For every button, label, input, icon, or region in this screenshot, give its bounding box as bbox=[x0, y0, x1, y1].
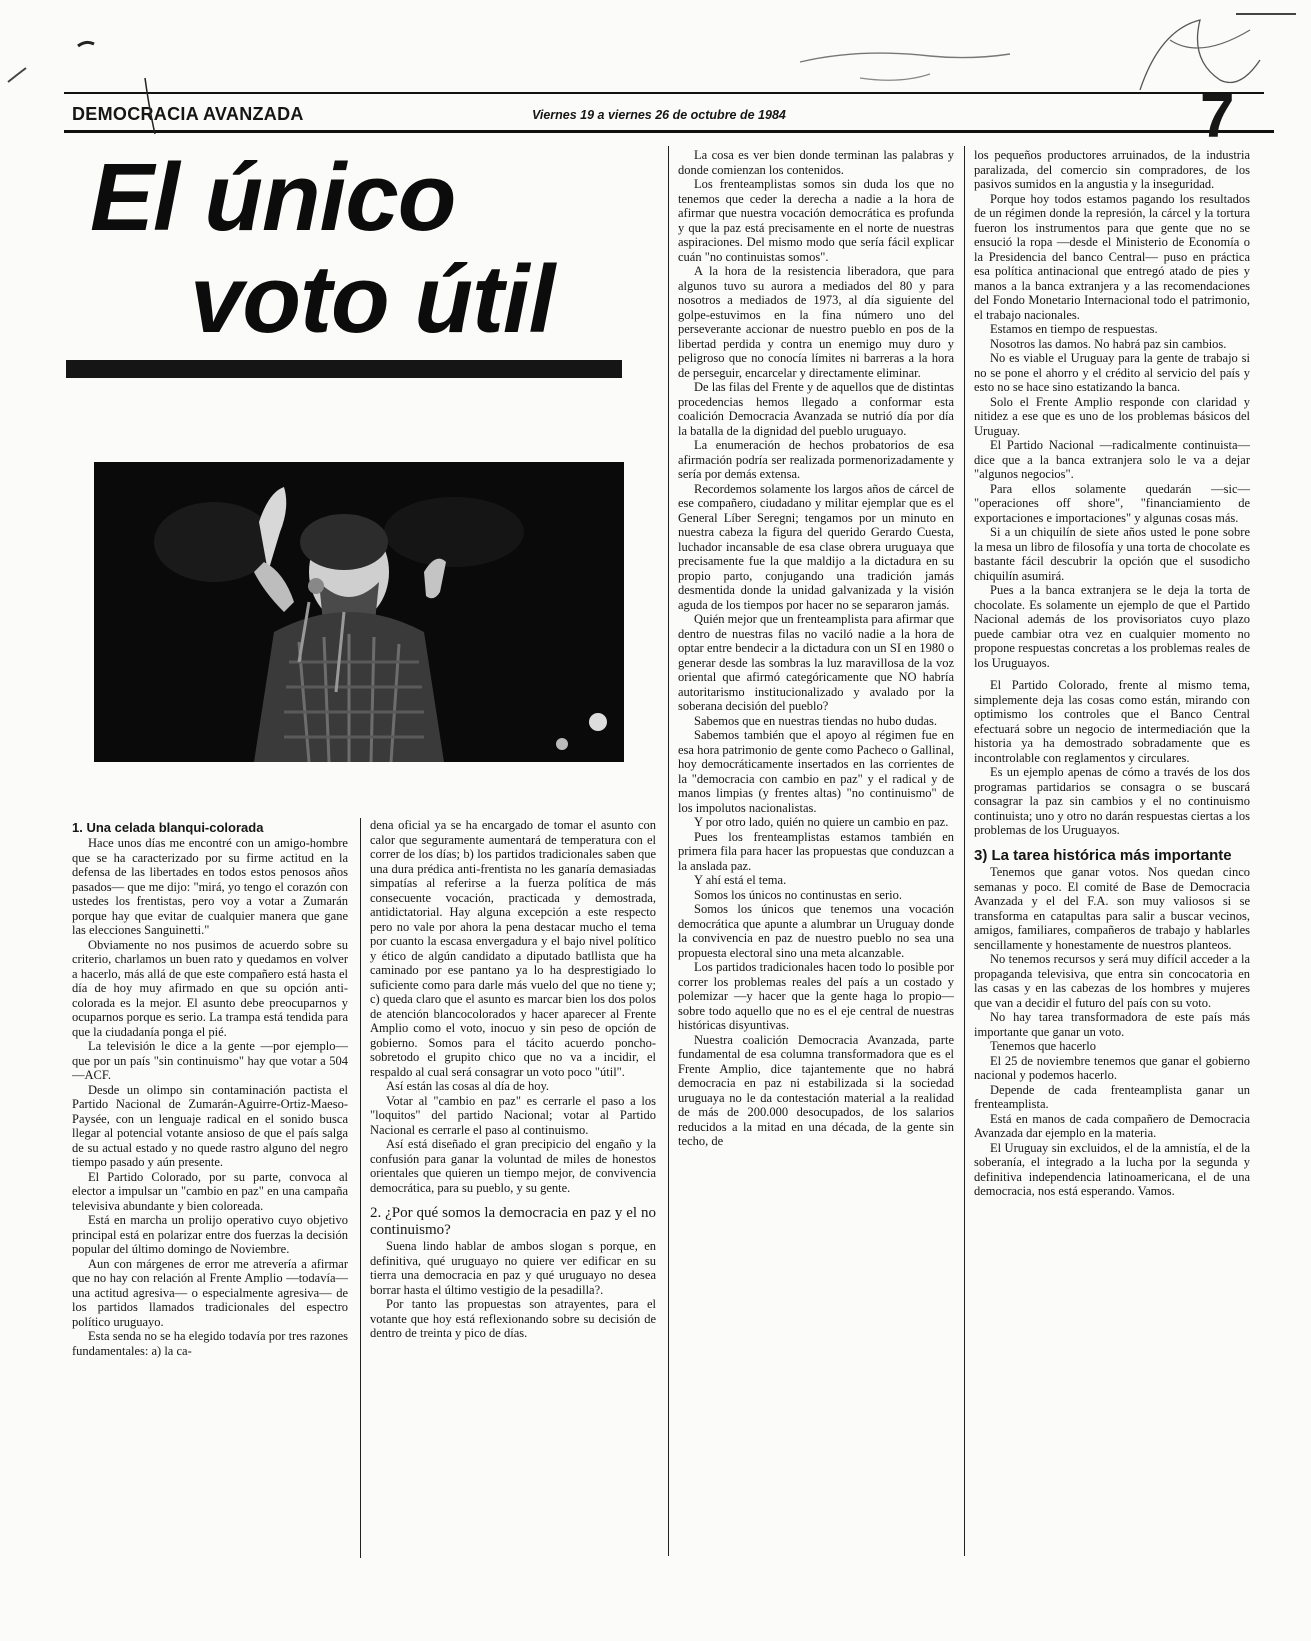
paragraph: Por tanto las propuestas son atrayentes, para el votante que hoy está reflexionando sobre su decisión de dentro de treinta y pico de días. bbox=[370, 1297, 656, 1340]
paragraph: Porque hoy todos estamos pagando los resultados de un régimen donde la represión, la cárcel y la tortura fueron los instrumentos para que gente que no se ensució la ropa —desde el Ministerio de Economía o la Presidencia del banco Central— puso en práctica esa política antinacional que entregó atado de pies y manos a la banca extranjera y a las recomendaciones del Fondo Monetario Internacional todo el patrimonio, el trabajo nacionales. bbox=[974, 191, 1250, 322]
paragraph: Está en manos de cada compañero de Democracia Avanzada dar ejemplo en la materia. bbox=[974, 1111, 1250, 1140]
paragraph: La televisión le dice a la gente —por ejemplo— que por un país "sin continuismo" hay que votar a 504—ACF. bbox=[72, 1039, 348, 1082]
headline-bar bbox=[66, 360, 622, 378]
paragraph: Obviamente no nos pusimos de acuerdo sobre su criterio, charlamos un buen rato y quedamos en volver a hacerlo, más allá de que este compañero está hasta el día de hoy muy afirmado en que su opción anti-colorada es la mejor. El asunto debe preocuparnos y ocuparnos porque es serio. La trampa está tendida para que la ciudadanía ponga el pié. bbox=[72, 937, 348, 1039]
paragraph: Depende de cada frenteamplista ganar un frenteamplista. bbox=[974, 1082, 1250, 1111]
section-3-heading: 3) La tarea histórica más importante bbox=[974, 846, 1232, 864]
paragraph: El Partido Colorado, por su parte, convoca al elector a impulsar un "cambio en paz" en una campaña televisiva abundante y bien coloreada. bbox=[72, 1169, 348, 1213]
paragraph: Desde un olimpo sin contaminación pactista el Partido Nacional de Zumarán-Aguirre-Ortiz-Maeso-Paysée, con un lenguaje radical en el sonido busca llegar al potencial votante ansioso de que el país salga de su actual estado y no quede rastro alguno del negro tiempo pasado y aún presente. bbox=[72, 1082, 348, 1169]
paragraph: No es viable el Uruguay para la gente de trabajo si no se pone el ahorro y el crédito al servicio del país y esto no se hace sino estatizando la banca. bbox=[974, 351, 1250, 394]
paragraph: La enumeración de hechos probatorios de esa afirmación podría ser realizada pormenorizadamente y sería por demás extensa. bbox=[678, 438, 954, 481]
handwritten-scribble bbox=[0, 0, 1311, 140]
paragraph: Pues los frenteamplistas estamos también en primera fila para hacer las propuestas que conduzcan a la anslada paz. bbox=[678, 829, 954, 873]
speaker-at-microphone-illustration bbox=[94, 462, 624, 762]
paragraph: Solo el Frente Amplio responde con claridad y nitidez a ese que es uno de los problemas básicos del Uruguay. bbox=[974, 394, 1250, 438]
paragraph: dena oficial ya se ha encargado de tomar el asunto con calor que seguramente aumentará de temperatura con el correr de los días; b) los partidos tradicionales saben que una dura prédica anti-frentista no les ganaría demasiadas simpatías al referirse a la fuerza política de más consecuente vocación, practicada y demostrada, antidictatorial. Hay alguna excepción a este respecto pero no vale por ahora la pena destacar mucho el tema por cuanto la escasa envergadura y el bajo nivel político y ético de algún candidato a diputado batllista que ha caminado por ese pantano ya lo ha desprestigiado lo suficiente como para darle más vuelo del que no tiene y; c) queda claro que el asunto es marcar bien los dos polos de atención blancocolorados y hacer aparecer al Frente Amplio como el voto, inocuo y sin peso de opción de gobierno. Somos para el tácito acuerdo poncho-sobretodo el grupito chico que no va a incidir, el respaldo al cual será consagrar un voto poco "útil". bbox=[370, 818, 656, 1079]
paragraph: Los partidos tradicionales hacen todo lo posible por correr los problemas reales del país a un costado y polemizar —y hacer que la gente haga lo propio— sobre todo aquello que no es el eje central de nuestras históricas disyuntivas. bbox=[678, 960, 954, 1032]
paragraph: Tenemos que hacerlo bbox=[990, 1039, 1097, 1053]
column-3 bbox=[678, 148, 954, 1558]
paragraph: Somos los únicos que tenemos una vocación democrática que apunte a alumbrar un Uruguay donde la convivencia en paz de nuestro pueblo no sea una propuesta electoral sino una meta alcanzable. bbox=[678, 902, 954, 960]
column-rule bbox=[360, 818, 361, 1558]
section-2-heading: 2. ¿Por qué somos la democracia en paz y el no continuismo? bbox=[370, 1205, 656, 1238]
spacer bbox=[974, 838, 1250, 846]
section-1-heading: 1. Una celada blanqui-colorada bbox=[72, 820, 264, 835]
paragraph: No hay tarea transformadora de este país más importante que ganar un voto. bbox=[974, 1010, 1250, 1039]
speaker-photo bbox=[94, 462, 624, 762]
page-number: 7 bbox=[1200, 82, 1235, 151]
paragraph: Quién mejor que un frenteamplista para afirmar que dentro de nuestras filas no vaciló nadie a la hora de optar entre bendecir a la dictadura con un SI en 1980 o generar desde las sombras la luz maravillosa de la voz oriental que afirmó categóricamente que NO habría autoritarismo institucionalizado y avalado por la soberana decisión del pueblo? bbox=[678, 612, 954, 713]
paragraph: Y por otro lado, quién no quiere un cambio en paz. bbox=[694, 815, 949, 829]
column-rule bbox=[964, 146, 965, 1556]
paragraph: Está en marcha un prolijo operativo cuyo objetivo principal está en polarizar entre dos fuerzas la decisión popular del último domingo de Noviembre. bbox=[72, 1213, 348, 1256]
paragraph: Aun con márgenes de error me atrevería a afirmar que no hay con relación al Frente Amplio —todavía— una actitud agresiva— o especialmente agresiva— de los partidos llamados tradicionales del espectro político uruguayo. bbox=[72, 1256, 348, 1329]
paragraph: Y ahí está el tema. bbox=[694, 873, 787, 887]
headline-line-2: voto útil bbox=[190, 246, 555, 353]
paragraph: Así están las cosas al día de hoy. bbox=[386, 1079, 550, 1093]
paragraph: Votar al "cambio en paz" es cerrarle el paso a los "loquitos" del partido Nacional; votar al Partido Nacional es cerrarle el paso al continuismo. bbox=[370, 1093, 656, 1137]
paragraph: Hace unos días me encontré con un amigo-hombre que se ha caracterizado por su firme actitud en la defensa de las libertades en todos estos penosos años pasados— que me dijo: "mirá, yo tengo el corazón con ustedes los frentistas, pero voy a votar a Zumarán porque hay que evitar de cualquier manera que gane las elecciones Sanguinetti." bbox=[72, 836, 348, 937]
paragraph: Suena lindo hablar de ambos slogan s porque, en definitiva, qué uruguayo no quiere ver edificar en su tierra una democracia en paz y qué uruguayo no desea borrar hasta el último vestigio de la pesadilla?. bbox=[370, 1239, 656, 1297]
paragraph: Esta senda no se ha elegido todavía por tres razones fundamentales: a) la ca- bbox=[72, 1329, 348, 1358]
spacer bbox=[974, 670, 1250, 678]
paragraph: Recordemos solamente los largos años de cárcel de ese compañero, ciudadano y militar ejemplar que es el General Líber Seregni; tengamos por un minuto en nuestra cabeza la figura del querido Gerardo Cuesta, luchador incansable de esa clase obrera uruguaya que precisamente fue la que maldijo a la dictadura en su propio parto, conjugando una tradición jamás desmentida donde la unidad galvanizada y la visión aguda de los tiempos por hacer no se separaron jamás. bbox=[678, 481, 954, 612]
column-2 bbox=[370, 818, 656, 1558]
paragraph: Nosotros las damos. No habrá paz sin cambios. bbox=[990, 336, 1227, 351]
paragraph: Somos los únicos no continustas en serio. bbox=[694, 887, 902, 902]
paragraph: Nuestra coalición Democracia Avanzada, parte fundamental de esa columna transformadora que es el Frente Amplio, dice tajantemente que no habrá democracia en paz ni estabilizada si la sociedad uruguaya no le da contestación material a la realidad de más de 200.000 desocupados, de los salarios reducidos a la mitad en una década, de la gente sin techo, de bbox=[678, 1032, 954, 1148]
paragraph: Si a un chiquilín de siete años usted le pone sobre la mesa un libro de filosofía y una torta de chocolate es bastante fácil descubrir la opción que el susodicho chiquilín asumirá. bbox=[974, 525, 1250, 583]
paragraph: Es un ejemplo apenas de cómo a través de los dos programas partidarios se consagra o se buscará consagrar la paz sin cambios y el no continuismo continuista; uno y otro no darán respuestas ciertas a los problemas de los Uruguayos. bbox=[974, 765, 1250, 837]
paragraph: El Uruguay sin excluidos, el de la amnistía, el de la soberanía, el integrado a la lucha por la segunda y definitiva independencia latinoamericana, el de una democracia, nos está esperando. Vamos. bbox=[974, 1140, 1250, 1198]
paragraph: Sabemos también que el apoyo al régimen fue en esa hora patrimonio de gente como Pacheco o Gallinal, hoy democráticamente insertados en las corrientes de la "democracia con cambio en paz" y el radical y de manos limpias (y frentes altas) "no continuismo" de los impolutos nacionalistas. bbox=[678, 728, 954, 815]
paragraph: De las filas del Frente y de aquellos que de distintas procedencias hemos llegado a conformar esta coalición Democracia Avanzada se nutrió día por día la batalla de la dignidad del pueblo uruguayo. bbox=[678, 380, 954, 438]
masthead-title: DEMOCRACIA AVANZADA bbox=[72, 104, 304, 124]
column-4 bbox=[974, 148, 1250, 1558]
masthead-date: Viernes 19 a viernes 26 de octubre de 1984 bbox=[532, 108, 786, 122]
paragraph: Tenemos que ganar votos. Nos quedan cinco semanas y poco. El comité de Base de Democracia Avanzada y el del F.A. son muy valiosos si se transforma en catapultas para salir a buscar vecinos, amigos, familiares, compañeros de trabajo y hablarles sencillamente y honestamente de nuestros planteos. bbox=[974, 865, 1250, 952]
headline-line-1: El único bbox=[90, 144, 456, 251]
paragraph: El Partido Nacional —radicalmente continuista— dice que a la banca extranjera solo le va a dejar "algunos negocios". bbox=[974, 438, 1250, 481]
paragraph: Sabemos que en nuestras tiendas no hubo dudas. bbox=[694, 713, 938, 728]
column-1 bbox=[72, 818, 348, 1558]
paragraph: A la hora de la resistencia liberadora, que para algunos tuvo su aurora a mediados del 80 y para nosotros a mediados de 1973, al día siguiente del golpe-estuvimos en la fina número uno del perseverante accionar de nuestro pueblo en pos de la libertad perdida y contra un enemigo muy duro y peligroso que no conocía límites ni barreras a la hora de perseguir, encarcelar y directamente eliminar. bbox=[678, 264, 954, 380]
spacer bbox=[370, 1195, 656, 1203]
paragraph: El Partido Colorado, frente al mismo tema, simplemente deja las cosas como están, mirando con optimismo los controles que el Banco Central efectuará sobre un negocio de intermediación que la historia ya ha demostrado sobradamente que es incontrolable con reglamentos y circulares. bbox=[974, 678, 1250, 765]
paragraph: Para ellos solamente quedarán —sic— "operaciones off shore", "financiamiento de exportaciones e importaciones" y algunas cosas más. bbox=[974, 481, 1250, 525]
paragraph: Los frenteamplistas somos sin duda los que no tenemos que ceder la derecha a nadie a la hora de afirmar que nuestra vocación democrática es profunda y que la paz está precisamente en el norte de nuestras aspiraciones. Del mismo modo que sería fácil explicar cuán "no continuistas somos". bbox=[678, 177, 954, 264]
column-rule bbox=[668, 146, 669, 1556]
paragraph: No tenemos recursos y será muy difícil acceder a la propaganda televisiva, que entra sin concocatoria en las casas y en las cabezas de los hombres y mujeres que van a decidir el futuro del país con su voto. bbox=[974, 952, 1250, 1010]
paragraph: El 25 de noviembre tenemos que ganar el gobierno nacional y podemos hacerlo. bbox=[974, 1053, 1250, 1082]
paragraph: los pequeños productores arruinados, de la industria paralizada, del comercio sin compradores, de los pasivos sumidos en la angustia y la inseguridad. bbox=[974, 148, 1250, 191]
paragraph: La cosa es ver bien donde terminan las palabras y donde comienzan los contenidos. bbox=[678, 148, 954, 177]
paragraph: Pues a la banca extranjera se le deja la torta de chocolate. Es solamente un ejemplo de que el Partido Nacional además de los provisoriatos cuyo plazo puede cambiar otra vez en cualquier momento no propone respuestas concretas a los problemas reales de los Uruguayos. bbox=[974, 583, 1250, 670]
paragraph: Así está diseñado el gran precipicio del engaño y la confusión para ganar la voluntad de miles de honestos orientales que quieren un tiempo mejor, de convivencia democrática, para su pueblo, y su gente. bbox=[370, 1137, 656, 1195]
paragraph: Estamos en tiempo de respuestas. bbox=[990, 322, 1158, 336]
